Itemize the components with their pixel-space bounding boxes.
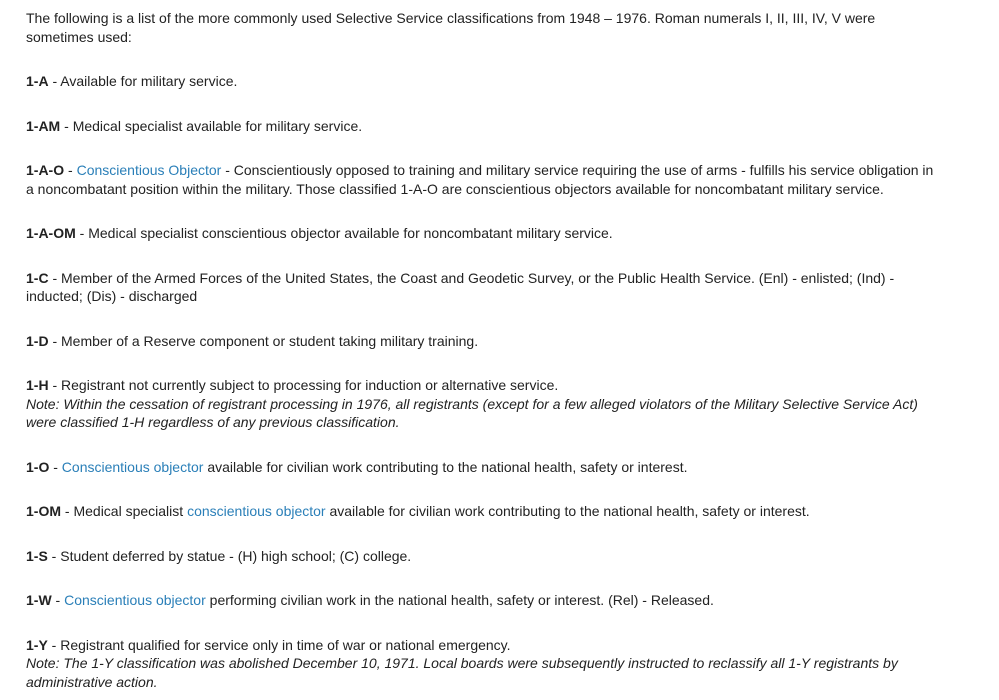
separator: - xyxy=(48,269,62,286)
classification-code: 1-D xyxy=(26,332,49,349)
classification-code: 1-OM xyxy=(26,503,61,519)
separator: - xyxy=(48,377,62,393)
classification-code: 1-O xyxy=(26,458,50,475)
classification-code: 1-Y xyxy=(26,636,48,653)
classification-code: 1-W xyxy=(26,592,52,608)
classification-code: 1-H xyxy=(26,377,49,393)
classification-description: - Conscientiously opposed to training and military service requiring the use of arms - fulfills his service obligation in a noncombatant position within the military. Those classified 1-A-O are conscientious objectors available for noncombatant military service. xyxy=(26,162,934,197)
entry-1-o xyxy=(26,458,939,477)
separator: - xyxy=(61,503,74,519)
entry-1-s xyxy=(26,547,939,566)
separator: - xyxy=(47,547,61,564)
classification-note: Note: The 1-Y classification was abolished December 10, 1971. Local boards were subsequently instructed to reclassify all 1-Y registrants by administrative action. xyxy=(26,655,898,690)
conscientious-objector-link[interactable]: conscientious objector xyxy=(187,503,326,519)
separator: - xyxy=(51,592,65,608)
classification-description: available for civilian work contributing to the national health, safety or interest. xyxy=(325,503,810,519)
classification-description: available for civilian work contributing to the national health, safety or interest. xyxy=(203,458,688,475)
conscientious-objector-link[interactable]: Conscientious objector xyxy=(61,458,204,475)
classification-description: Registrant not currently subject to processing for induction or alternative service. xyxy=(61,377,559,393)
entry-1-w xyxy=(26,591,939,610)
classification-description: Student deferred by statue - (H) high school; (C) college. xyxy=(60,547,412,564)
classification-code: 1-A-O xyxy=(26,162,65,178)
separator: - xyxy=(49,458,62,475)
separator: - xyxy=(48,332,62,349)
classification-code: 1-C xyxy=(26,269,49,286)
separator: - xyxy=(75,225,89,241)
entry-1-a-o xyxy=(26,161,939,198)
classification-code: 1-A-OM xyxy=(26,225,76,241)
classification-description-prefix: Medical specialist xyxy=(73,503,188,519)
classification-description: Medical specialist available for military service. xyxy=(72,117,363,134)
separator: - xyxy=(60,117,73,134)
separator: - xyxy=(48,73,61,89)
classification-description: Available for military service. xyxy=(60,73,238,89)
classification-description: Medical specialist conscientious objector available for noncombatant military service. xyxy=(88,225,613,241)
classification-code: 1-AM xyxy=(26,117,61,134)
separator: - xyxy=(64,162,77,178)
classification-description: Registrant qualified for service only in time of war or national emergency. xyxy=(60,636,511,653)
entry-1-am xyxy=(26,117,939,136)
entry-1-a xyxy=(26,72,939,91)
classification-code: 1-A xyxy=(26,73,49,89)
intro-paragraph: The following is a list of the more commonly used Selective Service classifications from 1948 – 1976. Roman numerals I, II, III, IV, V were sometimes used: xyxy=(26,10,876,45)
entry-1-c xyxy=(26,269,939,306)
entry-1-a-om xyxy=(26,224,939,243)
entry-1-h xyxy=(26,376,939,432)
conscientious-objector-link[interactable]: Conscientious objector xyxy=(64,592,206,608)
classification-description: Member of a Reserve component or student taking military training. xyxy=(61,332,479,349)
separator: - xyxy=(47,636,61,653)
classification-note: Note: Within the cessation of registrant processing in 1976, all registrants (except for a few alleged violators of the Military Selective Service Act) were classified 1-H regardless of any previous classification. xyxy=(26,395,918,430)
entry-1-y xyxy=(26,636,939,692)
entry-1-om xyxy=(26,502,939,521)
classification-description: Member of the Armed Forces of the United States, the Coast and Geodetic Survey, or the Public Health Service. (Enl) - enlisted; (Ind) - inducted; (Dis) - discharged xyxy=(26,269,895,304)
classification-description: performing civilian work in the national health, safety or interest. (Rel) - Released. xyxy=(205,592,714,608)
conscientious-objector-link[interactable]: Conscientious Objector xyxy=(76,162,222,178)
classification-code: 1-S xyxy=(26,547,48,564)
entry-1-d xyxy=(26,332,939,351)
